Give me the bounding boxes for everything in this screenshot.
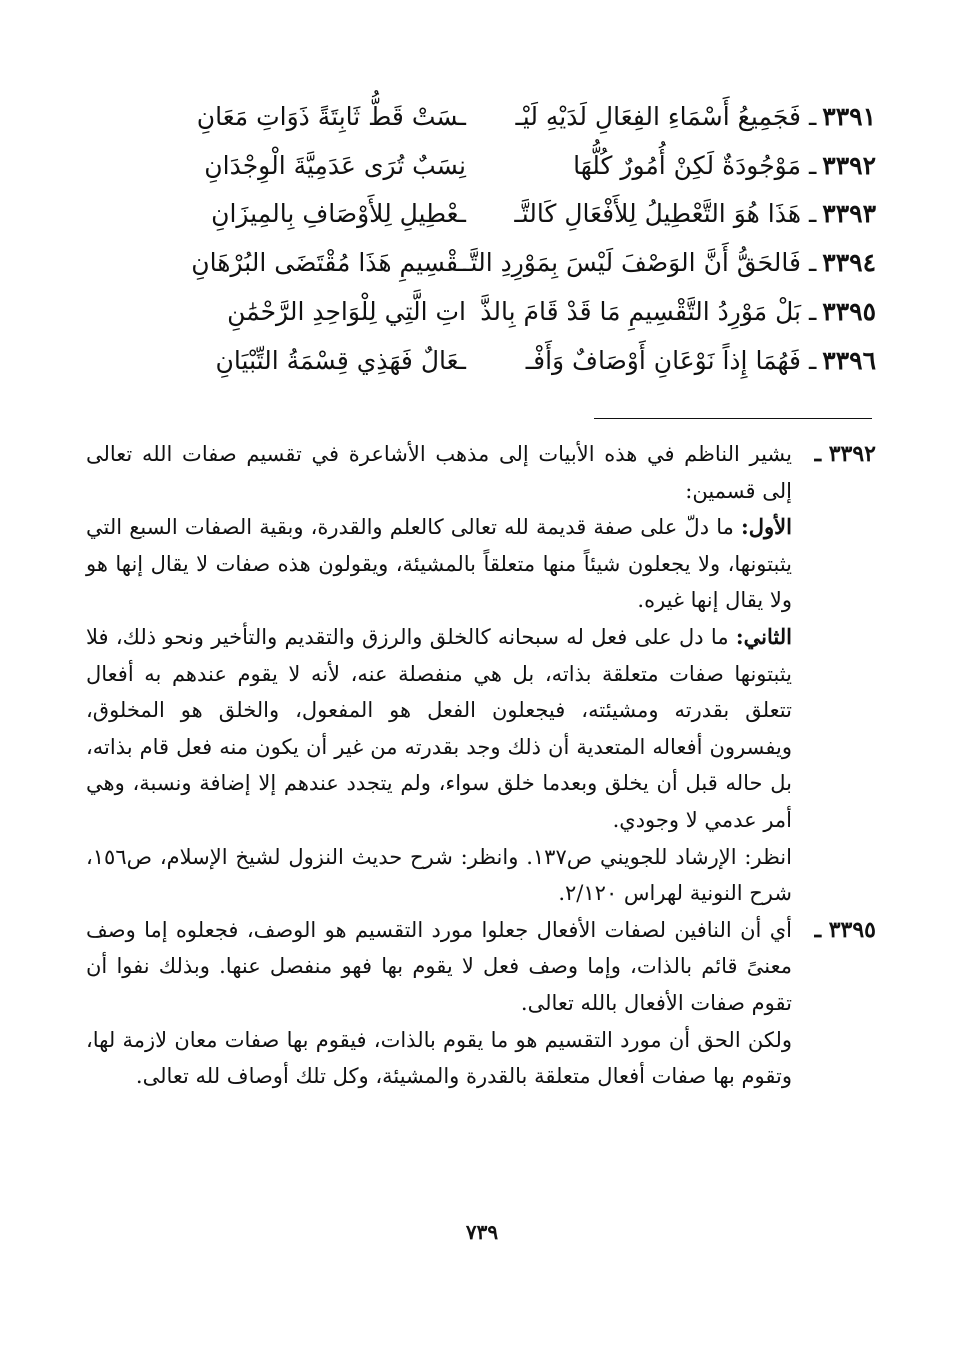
verse-first-hemistich bbox=[463, 248, 876, 278]
footnote-number: ٣٣٩٥ ـ bbox=[814, 916, 876, 943]
footnote bbox=[86, 912, 876, 1095]
verse-number: ٣٣٩٢ bbox=[822, 150, 876, 180]
verse-row bbox=[86, 287, 876, 336]
verse-separator: ـ bbox=[808, 199, 817, 229]
verse-row bbox=[86, 336, 876, 385]
footnote-paragraph bbox=[86, 839, 792, 912]
verse-first-text: هَذَا هُوَ التَّعْطِيلُ لِلأَفْعَالِ كَالتَّـ bbox=[514, 199, 801, 229]
verse-number: ٣٣٩٣ bbox=[822, 199, 876, 229]
verse-block bbox=[86, 92, 876, 385]
page-number: ٧٣٩ bbox=[465, 1220, 499, 1244]
footnote-text: ما دل على فعل له سبحانه كالخلق والرزق والتقديم والتأخير ونحو ذلك، فلا يثبتونها صفات متعلقة بذاته، بل هي منفصلة عنه، لأنه لا يقوم عندهم به أفعال تتعلق بقدرته ومشيئته، فيجعلون الفعل هو المفعول، والخلق هو المخلوق، ويفسرون أفعاله المتعدية أن ذلك وجد بقدرته من غير أن يكون منه فعل قام بذاته، بل حاله قبل أن يخلق وبعدما خلق سواء، ولم يتجدد عندهم إلا إضافة ونسبة، وهي أمر عدمي لا وجودي. bbox=[86, 624, 792, 832]
verse-second-hemistich: ـسَتْ قَطُّ ثَابِتَةً ذَوَاتِ مَعَانِ bbox=[196, 101, 466, 131]
verse-row bbox=[86, 238, 876, 287]
verse-separator: ـ bbox=[808, 150, 817, 180]
verse-second-hemistich: ـقْسِيمِ هَذَا مُقْتَضَى البُرْهَانِ bbox=[191, 248, 466, 278]
footnote-lead: الأول: bbox=[741, 514, 792, 540]
footnote-text: أي أن النافين لصفات الأفعال جعلوا مورد التقسيم هو الوصف، فجعلوه إما وصف معنىً قائم بالذات، وإما وصف فعل لا يقوم بها فهو منفصل عنها. وبذلك نفوا أن تقوم صفات الأفعال بالله تعالى. bbox=[86, 917, 792, 1015]
footnote-text: ولكن الحق أن مورد التقسيم هو ما يقوم بالذات، فيقوم بها صفات معان لازمة لها، وتقوم بها صفات أفعال متعلقة بالقدرة والمشيئة، وكل تلك أوصاف لله تعالى. bbox=[86, 1027, 792, 1089]
footnote-paragraph bbox=[86, 509, 792, 619]
footnote-divider bbox=[594, 418, 872, 419]
footnote-number: ٣٣٩٢ ـ bbox=[814, 441, 876, 467]
verse-first-text: بَلْ مَوْرِدُ التَّقْسِيمِ مَا قَدْ قَامَ بِالذَّ bbox=[480, 297, 801, 327]
verse-second-hemistich: ـعَالٌ فَهَذِي قِسْمَةُ التِّبْيَانِ bbox=[215, 345, 466, 375]
verse-second-hemistich: اتِ الَّتِي لِلْوَاحِدِ الرَّحْمَٰنِ bbox=[227, 297, 466, 327]
verse-separator: ـ bbox=[808, 297, 817, 327]
footnote-paragraph bbox=[86, 619, 792, 839]
footnote-paragraph bbox=[86, 912, 792, 1022]
verse-first-hemistich bbox=[486, 101, 876, 131]
verse-first-hemistich bbox=[486, 345, 876, 375]
verse-number: ٣٣٩٥ bbox=[822, 297, 876, 327]
footnote-text: ما دلّ على صفة قديمة لله تعالى كالعلم والقدرة، وبقية الصفات السبع التي يثبتونها، ولا يجعلون شيئاً منها متعلقاً بالمشيئة، ويقولون هذه صفات لا يقال إنها هو ولا يقال إنها غيره. bbox=[86, 515, 792, 613]
verse-first-text: فَجَمِيعُ أَسْمَاءِ الفِعَالِ لَدَيْهِ لَيْـ bbox=[515, 101, 801, 131]
footnotes bbox=[86, 436, 876, 1095]
footnote-reference: انظر: الإرشاد للجويني ص١٣٧. وانظر: شرح حديث النزول لشيخ الإسلام، ص١٥٦، شرح النونية لهراس ٢/١٢٠. bbox=[86, 844, 792, 906]
verse-second-hemistich: ـعْطِيلِ لِلأَوْصَافِ بِالمِيزَانِ bbox=[211, 199, 466, 229]
verse-number: ٣٣٩٦ bbox=[822, 345, 876, 375]
footnote bbox=[86, 436, 876, 912]
verse-separator: ـ bbox=[808, 248, 817, 278]
verse-first-hemistich bbox=[486, 150, 876, 180]
verse-first-hemistich bbox=[480, 297, 876, 327]
verse-separator: ـ bbox=[808, 101, 817, 131]
footnote-lead: الثاني: bbox=[735, 623, 792, 649]
verse-separator: ـ bbox=[808, 345, 817, 375]
verse-number: ٣٣٩٤ bbox=[822, 248, 876, 278]
verse-row bbox=[86, 141, 876, 190]
verse-row bbox=[86, 92, 876, 141]
verse-second-hemistich: نِسَبٌ تُرَى عَدَمِيَّةَ الْوِجْدَانِ bbox=[204, 150, 466, 180]
verse-first-text: فَهُمَا إِذاً نَوْعَانِ أَوْصَافٌ وَأَفْـ bbox=[525, 345, 801, 375]
verse-row bbox=[86, 190, 876, 239]
footnote-text: يشير الناظم في هذه الأبيات إلى مذهب الأشاعرة في تقسيم صفات الله تعالى إلى قسمين: bbox=[86, 442, 792, 503]
verse-first-text: مَوْجُودَةٌ لَكِنْ أُمُورٌ كُلُّهَا bbox=[573, 150, 801, 180]
footnote-paragraph bbox=[86, 436, 792, 509]
verse-first-hemistich bbox=[486, 199, 876, 229]
footnote-paragraph bbox=[86, 1022, 792, 1095]
verse-first-text: فَالحَقُّ أَنَّ الوَصْفَ لَيْسَ بِمَوْرِدِ التَّـ bbox=[463, 248, 801, 278]
verse-number: ٣٣٩١ bbox=[822, 101, 876, 131]
